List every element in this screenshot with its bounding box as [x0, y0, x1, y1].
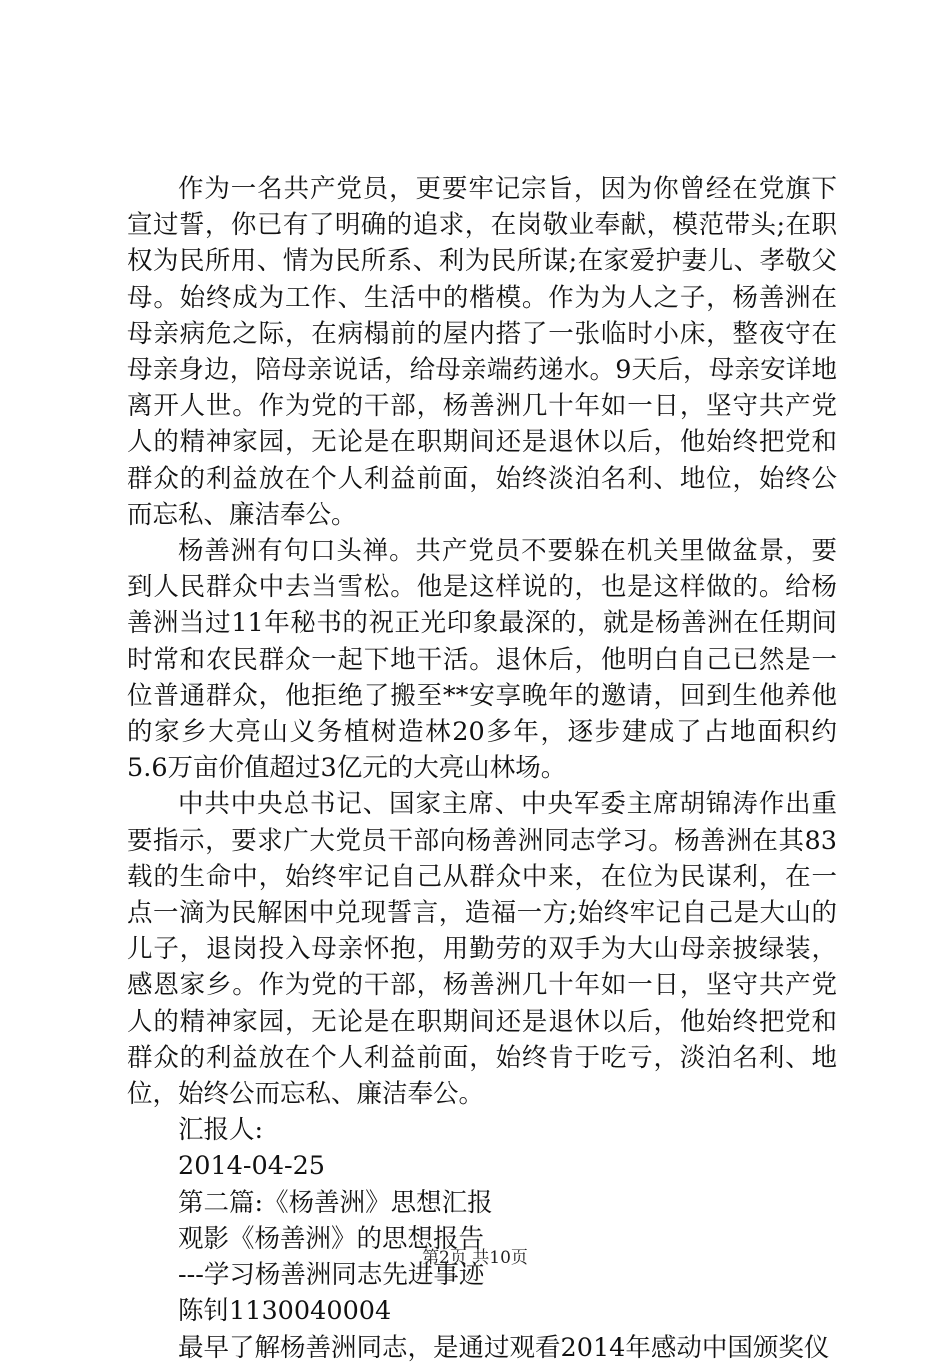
report-title: 观影《杨善洲》的思想报告 — [178, 1223, 485, 1254]
paragraph-2: 杨善洲有句口头禅。共产党员不要躲在机关里做盆景，要到人民群众中去当雪松。他是这样说的，也是这样做的。给杨善洲当过11年秘书的祝正光印象最深的，就是杨善洲在任期间时常和农民群众一起下地干活。退休后，他明白自己已然是一位普通群众，他拒绝了搬至**安享晚年的邀请，回到生他养他的家乡大亮山义务植树造林20多年，逐步建成了占地面积约5.6万亩价值超过3亿元的大亮山林场。 — [127, 536, 837, 784]
author-line: 陈钊1130040004 — [178, 1296, 392, 1327]
page-footer: 第2页 共10页 — [422, 1248, 528, 1268]
paragraph-1: 作为一名共产党员，更要牢记宗旨，因为你曾经在党旗下宣过誓，你已有了明确的追求，在岗敬业奉献，模范带头;在职权为民所用、情为民所系、利为民所谋;在家爱护妻儿、孝敬父母。始终成为工作、生活中的楷模。作为为人之子，杨善洲在母亲病危之际，在病榻前的屋内搭了一张临时小床，整夜守在母亲身边，陪母亲说话，给母亲端药递水。9天后，母亲安详地离开人世。作为党的干部，杨善洲几十年如一日，坚守共产党人的精神家园，无论是在职期间还是退休以后，他始终把党和群众的利益放在个人利益前面，始终淡泊名利、地位，始终公而忘私、廉洁奉公。 — [127, 174, 837, 530]
chapter-title: 第二篇:《杨善洲》思想汇报 — [178, 1187, 493, 1218]
paragraph-3: 中共中央总书记、国家主席、中央军委主席胡锦涛作出重要指示，要求广大党员干部向杨善洲同志学习。杨善洲在其83载的生命中，始终牢记自己从群众中来，在位为民谋利，在一点一滴为民解困中兑现誓言，造福一方;始终牢记自己是大山的儿子，退岗投入母亲怀抱，用勤劳的双手为大山母亲披绿装，感恩家乡。作为党的干部，杨善洲几十年如一日，坚守共产党人的精神家园，无论是在职期间还是退休以后，他始终把党和群众的利益放在个人利益前面，始终肯于吃亏，淡泊名利、地位，始终公而忘私、廉洁奉公。 — [127, 789, 837, 1110]
reporter-label: 汇报人: — [178, 1115, 264, 1146]
document-body — [127, 171, 837, 1366]
paragraph-4: 最早了解杨善洲同志，是通过观看2014年感动中国颁奖仪 — [178, 1332, 830, 1363]
report-date: 2014-04-25 — [178, 1151, 326, 1182]
report-subtitle: ---学习杨善洲同志先进事迹 — [178, 1260, 485, 1291]
